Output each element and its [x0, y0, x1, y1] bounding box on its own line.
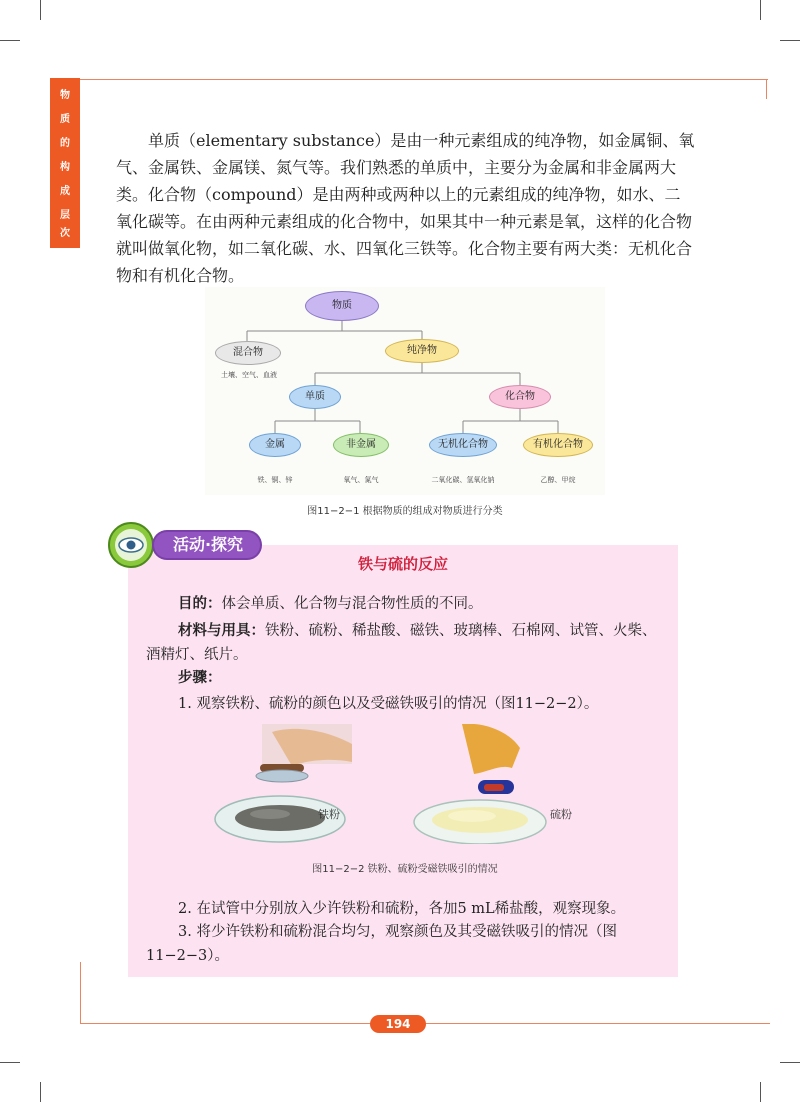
node-mixture: 混合物: [215, 341, 281, 365]
activity-badge-label: 活动·探究: [172, 535, 244, 554]
sulfur-powder-dish-image: [412, 724, 562, 844]
classification-diagram: [205, 287, 605, 495]
iron-powder-dish-image: [212, 724, 362, 844]
nonmetal-examples: 氧气、氮气: [343, 476, 379, 484]
crop-mark: [760, 0, 761, 20]
node-element: 单质: [289, 385, 341, 409]
chapter-tab-char: 质: [60, 114, 70, 125]
activity-title: 铁与硫的反应: [357, 555, 448, 573]
crop-mark: [780, 1062, 800, 1063]
chapter-tab-char: 物: [60, 90, 70, 101]
chapter-tab-char: 次: [60, 228, 70, 239]
photo-label-sulfur: 硫粉: [550, 808, 572, 821]
crop-mark: [0, 40, 20, 41]
activity-steps-label: 步骤：: [178, 670, 222, 686]
metal-examples: 铁、铜、锌: [257, 476, 293, 484]
chapter-tab-char: 的: [60, 138, 70, 149]
activity-materials: 材料与用具：铁粉、硫粉、稀盐酸、磁铁、玻璃棒、石棉网、试管、火柴、酒精灯、纸片。: [146, 623, 657, 663]
crop-mark: [0, 1062, 20, 1063]
mixture-examples: 土壤、空气、血液: [221, 371, 277, 379]
paragraph-element: 单质（elementary substance）是由一种元素组成的纯净物，如金属铜、氧气、金属铁、金属镁、氮气等。我们熟悉的单质中，主要分为金属和非金属两大类。: [116, 131, 695, 204]
inorganic-examples: 二氧化碳、氢氧化钠: [431, 476, 495, 484]
header-rule-tick: [766, 79, 767, 99]
activity-step-2: 2. 在试管中分别放入少许铁粉和硫粉，各加5 mL稀盐酸，观察现象。: [178, 901, 626, 917]
organic-examples: 乙醇、甲烷: [540, 476, 576, 484]
photo-iron-powder: [212, 724, 362, 844]
node-nonmetal: 非金属: [333, 433, 389, 457]
crop-mark: [40, 1082, 41, 1102]
node-pure-substance: 纯净物: [385, 339, 459, 363]
crop-mark: [780, 40, 800, 41]
node-organic-compound: 有机化合物: [523, 433, 593, 457]
crop-mark: [40, 0, 41, 20]
chapter-tab-char: 层: [60, 210, 70, 221]
node-compound: 化合物: [489, 385, 551, 409]
activity-step-1: 1. 观察铁粉、硫粉的颜色以及受磁铁吸引的情况（图11−2−2）。: [178, 696, 599, 712]
paragraph-compound: 化合物（compound）是由两种或两种以上的元素组成的纯净物，如水、二氧化碳等。在由两种元素组成的化合物中，如果其中一种元素是氧，这样的化合物就叫做氧化物，如二氧化碳、水、四氧化三铁等。化合物主要有两大类：无机化合物和有机化合物。: [116, 185, 693, 285]
chapter-tab: [50, 78, 80, 248]
header-rule: [80, 79, 768, 80]
node-metal: 金属: [249, 433, 301, 457]
page-number: 194: [370, 1015, 426, 1033]
photo-label-iron: 铁粉: [318, 808, 340, 821]
chapter-tab-char: 构: [60, 162, 70, 173]
activity-purpose: 目的：体会单质、化合物与混合物性质的不同。: [178, 596, 483, 612]
activity-step-3: 3. 将少许铁粉和硫粉混合均匀，观察颜色及其受磁铁吸引的情况（图11−2−3）。: [146, 924, 617, 964]
footer-rule-vertical: [80, 962, 81, 1024]
figure-caption-1: 图11−2−1 根据物质的组成对物质进行分类: [307, 506, 503, 517]
chapter-tab-char: 成: [60, 186, 70, 197]
photo-sulfur-powder: [412, 724, 562, 844]
figure-caption-2: 图11−2−2 铁粉、硫粉受磁铁吸引的情况: [312, 864, 498, 875]
crop-mark: [760, 1082, 761, 1102]
node-inorganic-compound: 无机化合物: [429, 433, 497, 457]
node-substance: 物质: [305, 291, 379, 321]
